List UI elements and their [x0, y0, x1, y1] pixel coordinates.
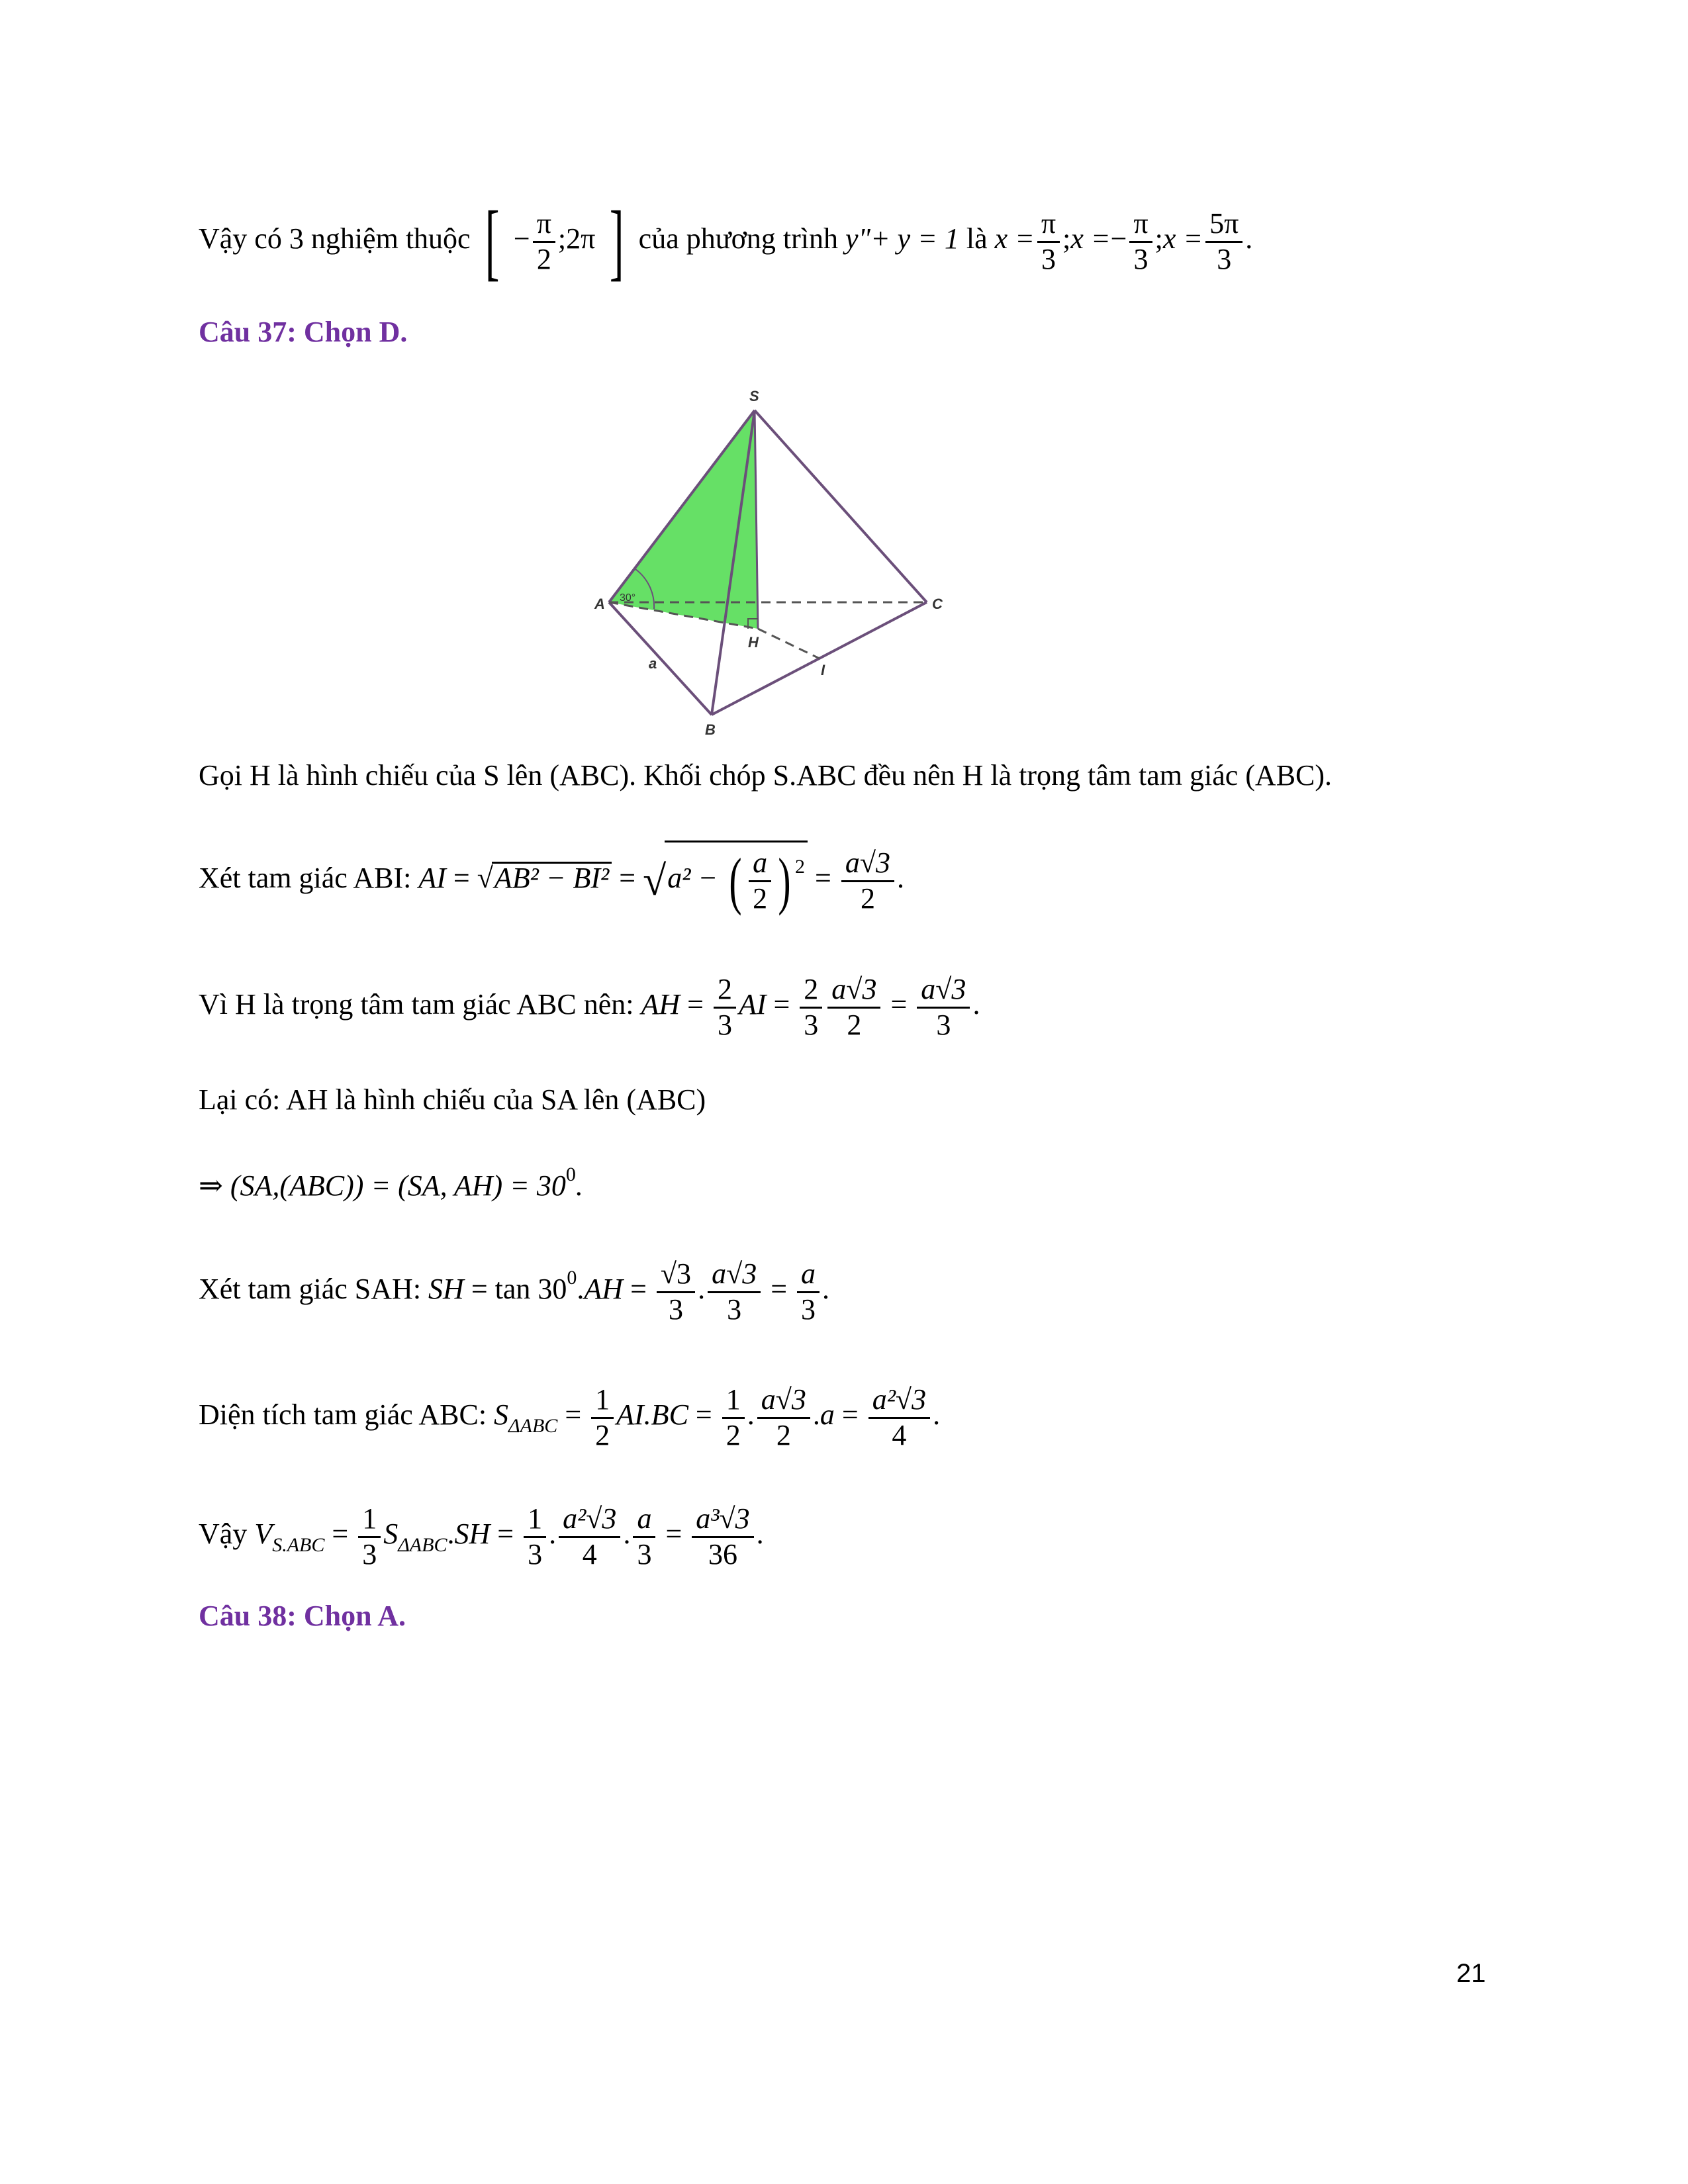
label-h: H: [748, 634, 759, 651]
left-bracket: [: [485, 194, 500, 289]
label-area: Diện tích tam giác ABC:: [199, 1398, 487, 1432]
label-vay: Vậy: [199, 1518, 248, 1551]
solutions-line: Vậy có 3 nghiệm thuộc [ − $\frac{\pi}{2}$ ;2π ] của phương trình y"+ y = 1 là x = $\frac{\pi}{3}$ ;x =− $\frac{\pi}{3}$ ;x = $\frac{5\pi}{3}$ .: [199, 194, 1253, 289]
sh-result: $\frac{a}{3}$: [797, 1257, 820, 1326]
label-a: A: [594, 596, 605, 612]
page-number: 21: [1456, 1959, 1486, 1988]
label-sah: Xét tam giác SAH:: [199, 1273, 422, 1306]
label-centroid: Vì H là trọng tâm tam giác ABC nên:: [199, 988, 634, 1021]
area-calc-line: Diện tích tam giác ABC: $S_{\Delta ABC}$ = $\frac{1}{2}$ AI.BC = $\frac{1}{2}$ . $\frac{a√3}{2}$ .a = $\frac{\text{a²√3}}{4}$ .: [199, 1383, 941, 1451]
volume-result: $\frac{\text{a³√3}}{36}$: [692, 1502, 753, 1571]
x-eq-1: x =: [994, 222, 1035, 255]
volume-calc-line: Vậy $V_{S.ABC}$ = $\frac{1}{3}$ $S_{\Delta ABC}.SH$ = $\frac{1}{3}$ . $\frac{\text{a²√3}}{4}$ . $\frac{a}{3}$ = $\frac{\text{a³√3}}{36}$ .: [199, 1502, 764, 1570]
edge-ab: [609, 602, 712, 715]
label-i: I: [821, 662, 825, 678]
sol-2: $\frac{\pi}{3}$: [1129, 207, 1152, 276]
question-38-heading: Câu 38: Chọn A.: [199, 1600, 406, 1632]
ai-calc-line: Xét tam giác ABI: AI = √AB² − BI² = √a² − ( $\frac{a}{2}$ ) $^2$ = $\frac{a√3}{2}$ .: [199, 841, 904, 915]
sqrt-a-a2: a² − ( $\frac{a}{2}$ ) $^2$: [665, 841, 808, 915]
x-eq-3: x =: [1162, 222, 1203, 255]
ai-result: $\frac{a√3}{2}$: [841, 846, 894, 915]
label-abi: Xét tam giác ABI:: [199, 862, 412, 895]
paragraph-h-centroid: Gọi H là hình chiếu của S lên (ABC). Khối chóp S.ABC đều nên H là trọng tâm tam giác (ABC).: [199, 759, 1333, 792]
sqrt-ab-bi: AB² − BI²: [492, 862, 612, 893]
sh-calc-line: Xét tam giác SAH: SH = $\tan 30^0.AH$ = $\frac{√3}{3}$ . $\frac{a√3}{3}$ = $\frac{a}{3}$ .: [199, 1257, 830, 1326]
sol-1: $\frac{\pi}{3}$: [1037, 207, 1060, 276]
equation: y"+ y = 1: [845, 222, 959, 255]
ah-calc-line: Vì H là trọng tâm tam giác ABC nên: AH = $\frac{2}{3}$ AI = $\frac{2}{3}$ $\frac{a√3}{2}$ = $\frac{a√3}{3}$ .: [199, 973, 980, 1041]
right-bracket: ]: [610, 194, 624, 289]
mid-text: của phương trình: [638, 222, 838, 255]
label-angle: 30°: [620, 592, 636, 604]
pyramid-figure: [594, 384, 966, 738]
interval-fraction: $\frac{\pi}{2}$: [533, 207, 555, 276]
ah-result: $\frac{a√3}{3}$: [917, 973, 970, 1042]
intro-text: Vậy có 3 nghiệm thuộc: [199, 222, 471, 255]
segment-hi: [758, 629, 820, 659]
label-a-length: a: [649, 655, 657, 672]
paragraph-projection: Lại có: AH là hình chiếu của SA lên (ABC): [199, 1083, 706, 1116]
sol-3: $\frac{5\pi}{3}$: [1205, 207, 1243, 276]
label-c: C: [932, 596, 943, 612]
area-result: $\frac{\text{a²√3}}{4}$: [868, 1383, 930, 1452]
la-text: là: [966, 222, 988, 255]
edge-sc: [755, 410, 927, 602]
label-b: B: [705, 721, 716, 738]
angle-line: ⇒ (SA,(ABC)) = (SA, $AH) = 30^0$.: [199, 1163, 583, 1202]
x-eq-2: x =: [1070, 222, 1111, 255]
label-s: S: [749, 388, 759, 404]
question-37-heading: Câu 37: Chọn D.: [199, 316, 408, 348]
